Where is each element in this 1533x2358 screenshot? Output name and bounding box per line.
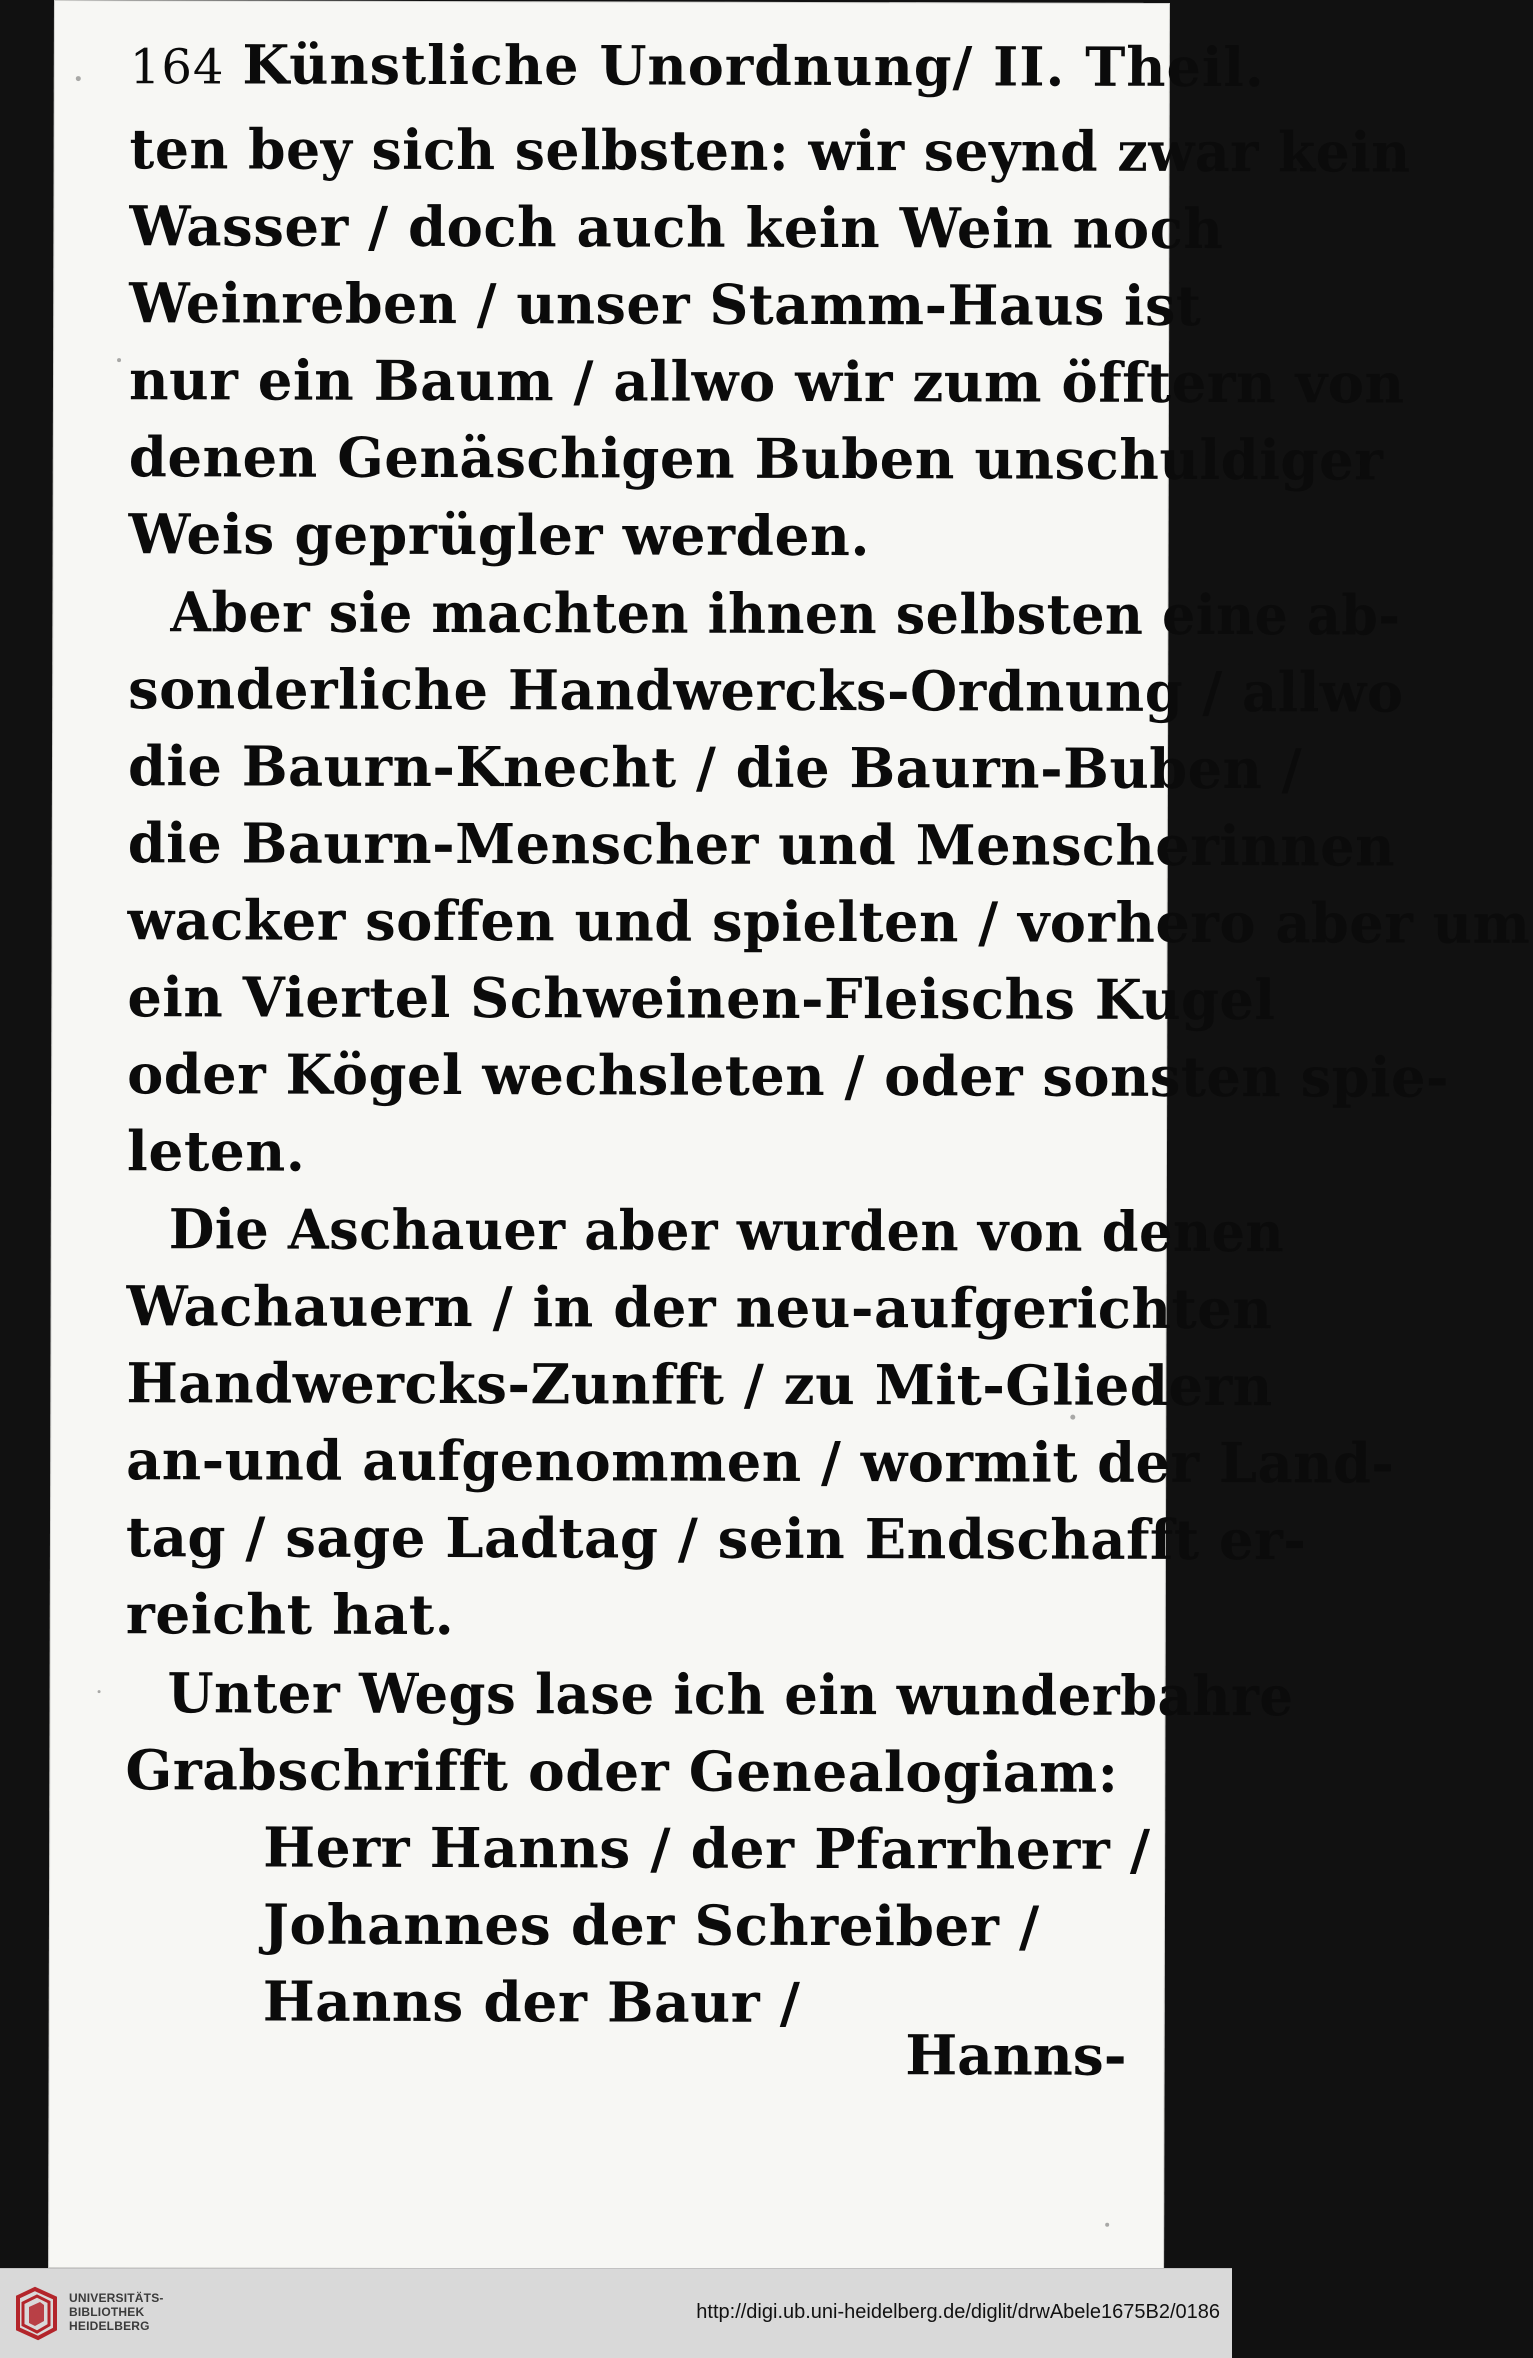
text-line: oder Kögel wechsleten / oder sonsten spie-	[127, 1041, 1450, 1110]
page-header	[129, 24, 1265, 107]
text-line: reicht hat.	[125, 1581, 455, 1648]
digital-copy-url-link[interactable]: http://digi.ub.uni-heidelberg.de/diglit/drwAbele1675B2/0186	[696, 2301, 1220, 2323]
text-line: an-und aufgenommen / wormit der Land-	[126, 1427, 1395, 1496]
text-line: die Baurn-Menscher und Menscherinnen	[127, 810, 1396, 879]
genealogy-line: Herr Hanns / der Pfarrherr /	[263, 1814, 1151, 1882]
text-line: Die Aschauer aber wurden von denen	[168, 1196, 1285, 1265]
heidelberg-university-library-logo-icon	[13, 2286, 61, 2342]
text-line: ten bey sich selbsten: wir seynd zwar kein	[129, 116, 1411, 185]
scanned-page	[48, 0, 1531, 2271]
text-line: denen Genäschigen Buben unschuldiger	[128, 424, 1384, 493]
text-line: die Baurn-Knecht / die Baurn-Buben /	[127, 733, 1303, 802]
text-line: ein Viertel Schweinen-Fleischs Kugel	[127, 964, 1276, 1033]
text-line: Aber sie machten ihnen selbsten eine ab-	[170, 579, 1401, 648]
text-line: Weinreben / unser Stamm-Haus ist	[129, 270, 1202, 339]
text-line: sonderliche Handwercks-Ordnung / allwo	[128, 656, 1404, 725]
library-name-line: HEIDELBERG	[69, 2319, 150, 2333]
library-name-line: UNIVERSITÄTS-	[69, 2291, 164, 2305]
digitization-footer	[0, 2268, 1232, 2358]
text-line: Wachauern / in der neu-aufgerichten	[126, 1273, 1273, 1342]
text-line: Wasser / doch auch kein Wein noch	[129, 193, 1224, 262]
text-line: leten.	[126, 1118, 306, 1184]
text-line: wacker soffen und spielten / vorhero aber um	[127, 887, 1531, 956]
text-line: tag / sage Ladtag / sein Endschafft er-	[125, 1504, 1307, 1573]
text-line: Unter Wegs lase ich ein wunderbahre	[167, 1660, 1294, 1729]
scan-speck	[117, 358, 121, 362]
library-logo	[13, 2281, 193, 2346]
text-line: Handwercks-Zunfft / zu Mit-Gliedern	[126, 1350, 1273, 1419]
library-name-line: BIBLIOTHEK	[69, 2305, 145, 2319]
scan-speck	[76, 76, 81, 81]
text-line: Weis geprügler werden.	[128, 501, 871, 569]
scan-speck	[1105, 2223, 1109, 2227]
text-line: nur ein Baum / allwo wir zum öfftern von	[128, 347, 1405, 416]
genealogy-line: Hanns der Baur /	[262, 1968, 801, 2035]
library-name	[69, 2291, 193, 2333]
running-head: Künstliche Unordnung/ II. Theil.	[242, 32, 1265, 100]
text-line: Grabschrifft oder Genealogiam:	[125, 1737, 1119, 1805]
genealogy-line: Johannes der Schreiber /	[262, 1891, 1040, 1959]
page-number: 164	[129, 39, 225, 96]
catchword: Hanns-	[905, 2022, 1127, 2088]
scan-speck	[98, 1690, 101, 1693]
